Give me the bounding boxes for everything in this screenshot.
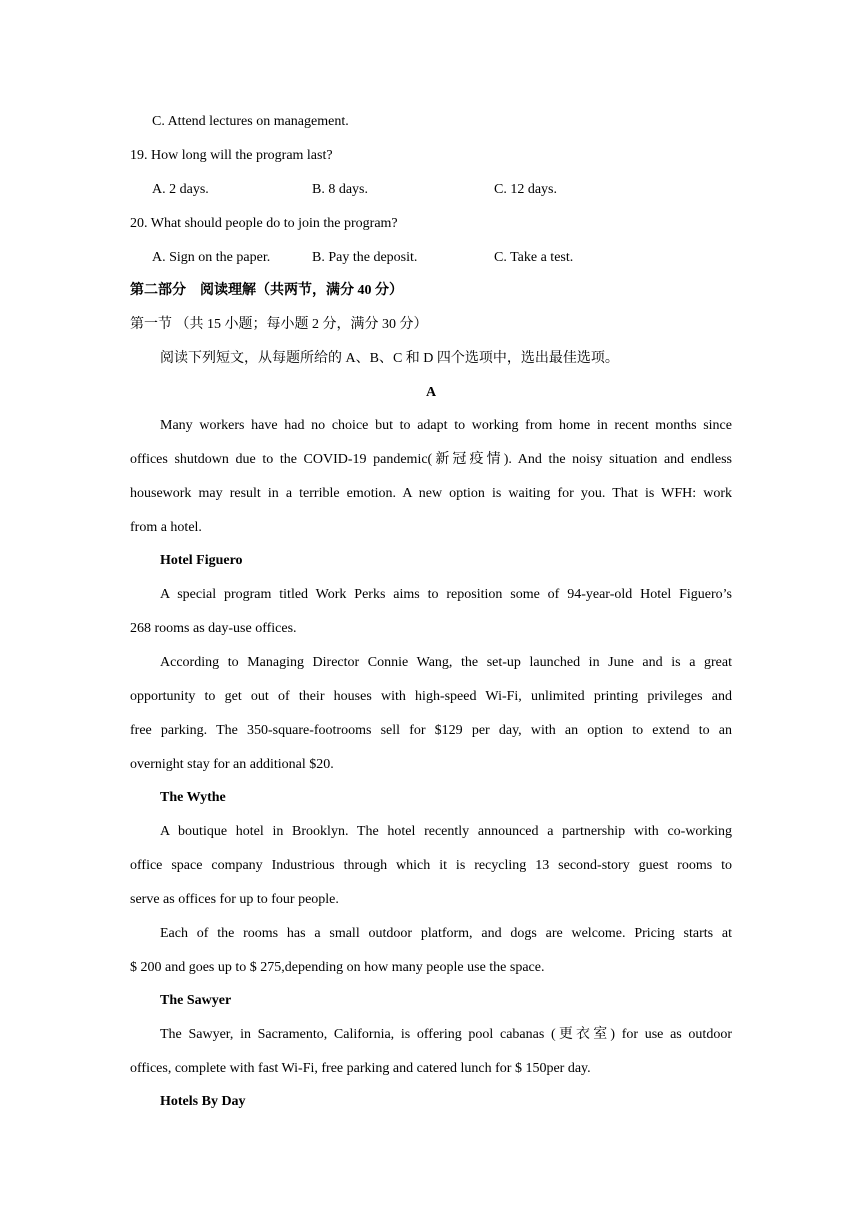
figuero-p2-line-1: According to Managing Director Connie Wang, the set-up launched in June and is a great: [160, 655, 732, 670]
hotel-figuero-heading: Hotel Figuero: [160, 553, 243, 568]
sawyer-p1-line-2: offices, complete with fast Wi-Fi, free parking and catered lunch for $ 150per day.: [130, 1061, 591, 1076]
wythe-p1-line-3: serve as offices for up to four people.: [130, 892, 339, 907]
figuero-p2-line-2: opportunity to get out of their houses with high-speed Wi-Fi, unlimited printing privileges and: [130, 689, 732, 704]
q20-question: 20. What should people do to join the program?: [130, 216, 398, 231]
figuero-p2-line-4: overnight stay for an additional $20.: [130, 757, 334, 772]
intro-line-4: from a hotel.: [130, 520, 202, 535]
figuero-p1-line-1: A special program titled Work Perks aims to reposition some of 94-year-old Hotel Figuero’s: [160, 587, 732, 602]
sawyer-heading: The Sawyer: [160, 993, 232, 1008]
q19-option-b: B. 8 days.: [312, 182, 368, 197]
section1-heading: 第一节 （共 15 小题；每小题 2 分，满分 30 分）: [130, 317, 428, 332]
sawyer-p1-line-1: The Sawyer, in Sacramento, California, is offering pool cabanas (更衣室) for use as outdoor: [160, 1027, 732, 1042]
instruction-text: 阅读下列短文，从每题所给的 A、B、C 和 D 四个选项中，选出最佳选项。: [160, 351, 619, 366]
passage-letter: A: [425, 385, 437, 400]
part2-heading: 第二部分 阅读理解（共两节，满分 40 分）: [130, 283, 403, 298]
wythe-p1-line-1: A boutique hotel in Brooklyn. The hotel recently announced a partnership with co-working: [160, 824, 732, 839]
q19-option-a: A. 2 days.: [152, 182, 209, 197]
intro-line-3: housework may result in a terrible emotion. A new option is waiting for you. That is WFH: work: [130, 486, 732, 501]
figuero-p1-line-2: 268 rooms as day-use offices.: [130, 621, 297, 636]
q20-option-b: B. Pay the deposit.: [312, 250, 418, 265]
figuero-p2-line-3: free parking. The 350-square-footrooms sell for $129 per day, with an option to extend to an: [130, 723, 732, 738]
wythe-heading: The Wythe: [160, 790, 226, 805]
wythe-p2-line-1: Each of the rooms has a small outdoor platform, and dogs are welcome. Pricing starts at: [160, 926, 732, 941]
q18-option-c: C. Attend lectures on management.: [152, 114, 349, 129]
q19-option-c: C. 12 days.: [494, 182, 557, 197]
wythe-p1-line-2: office space company Industrious through which it is recycling 13 second-story guest rooms to: [130, 858, 732, 873]
q19-question: 19. How long will the program last?: [130, 148, 333, 163]
q20-option-c: C. Take a test.: [494, 250, 574, 265]
intro-line-2: offices shutdown due to the COVID-19 pandemic(新冠疫情). And the noisy situation and endless: [130, 452, 732, 467]
intro-line-1: Many workers have had no choice but to adapt to working from home in recent months since: [160, 418, 732, 433]
wythe-p2-line-2: $ 200 and goes up to $ 275,depending on how many people use the space.: [130, 960, 545, 975]
q20-option-a: A. Sign on the paper.: [152, 250, 271, 265]
hotels-by-day-heading: Hotels By Day: [160, 1094, 246, 1109]
